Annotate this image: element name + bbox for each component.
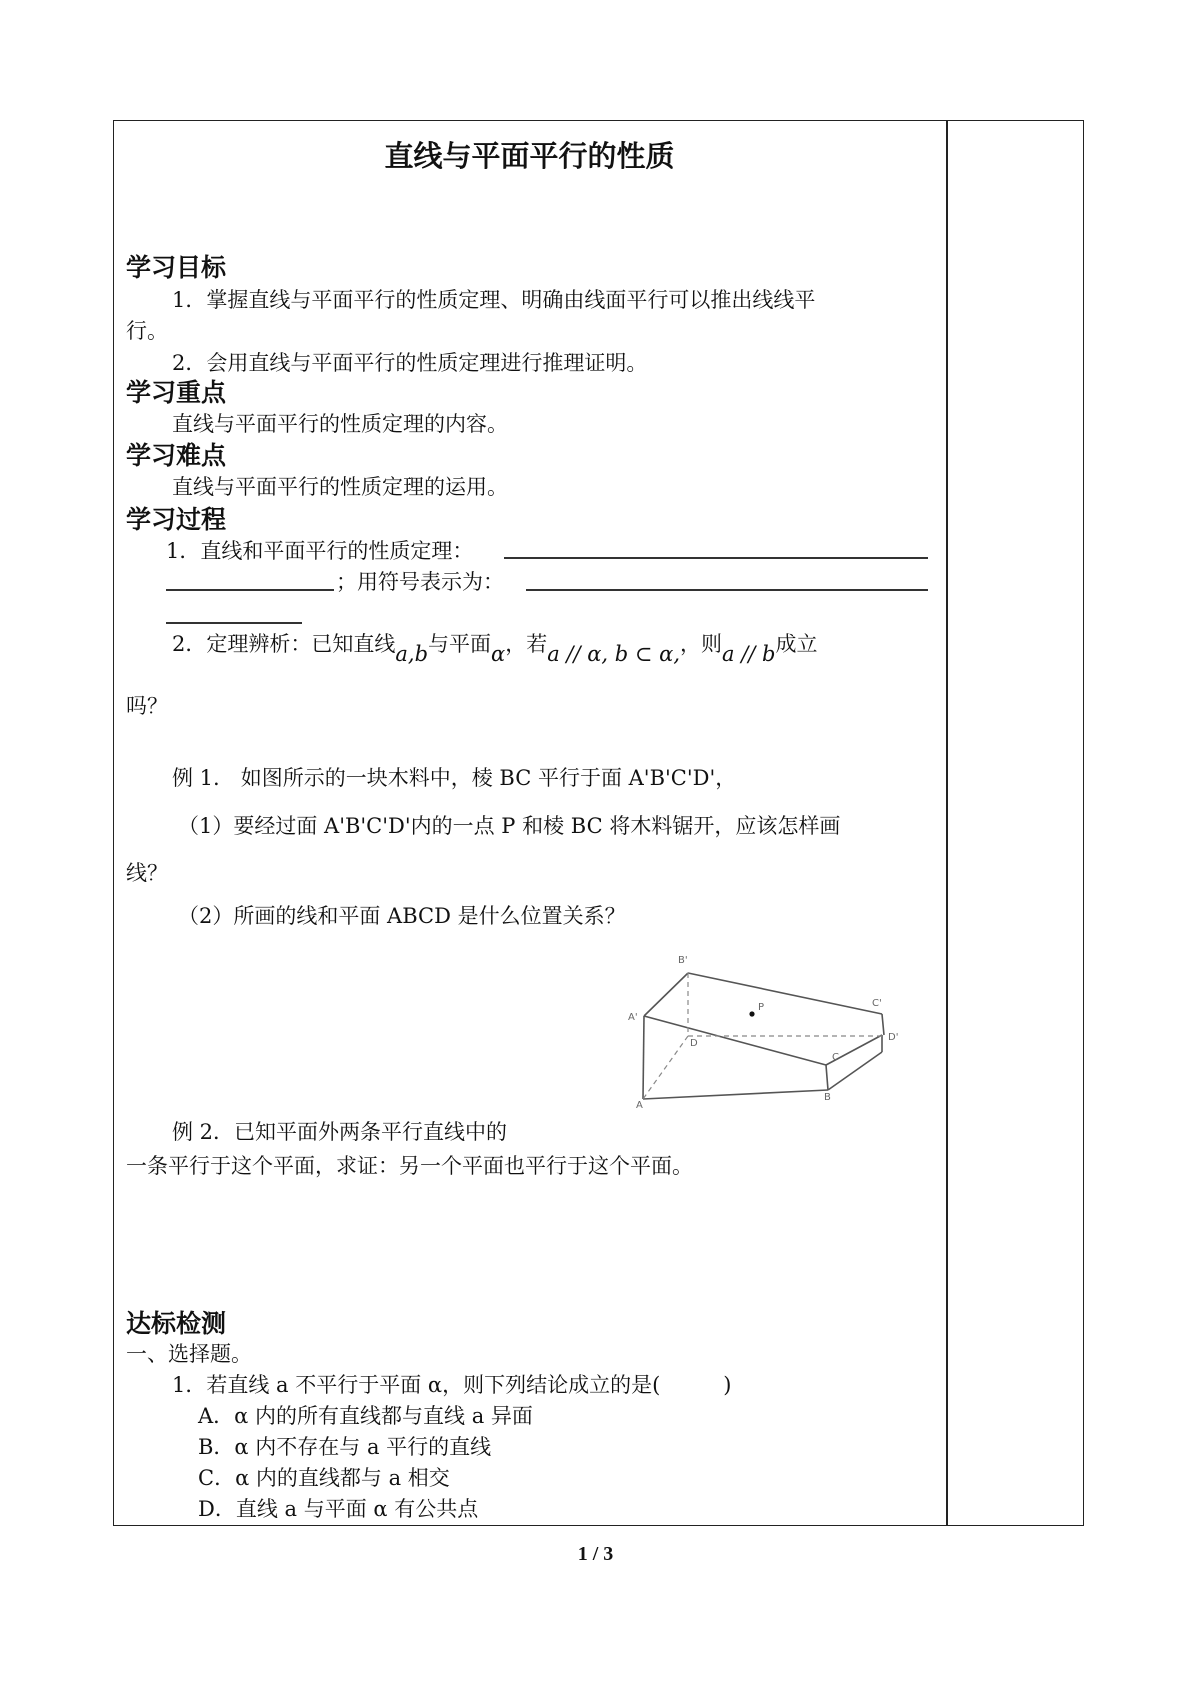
notes-column-divider: [946, 120, 948, 1526]
edge-a1-b1: [644, 973, 688, 1016]
option-d[interactable]: D．直线 a 与平面 α 有公共点: [198, 1497, 479, 1521]
edge-b1-c1: [688, 973, 882, 1014]
edge-a1-a: [643, 1016, 644, 1099]
wood-block-figure: [620, 948, 900, 1108]
q2-end: 成立: [775, 632, 818, 656]
option-a[interactable]: A．α 内的所有直线都与直线 a 异面: [198, 1404, 533, 1428]
answer-blank-3[interactable]: [526, 589, 928, 591]
test-heading: 达标检测: [126, 1309, 227, 1338]
answer-blank-1[interactable]: [504, 557, 928, 559]
example1-q1-line-2: 线？: [126, 861, 168, 885]
goals-heading: 学习目标: [126, 253, 227, 282]
label-d1: D': [888, 1032, 899, 1043]
goal-1-line-2: 行。: [126, 319, 168, 343]
q2-mid: 与平面: [428, 632, 492, 656]
example1-q1-line-1: （1）要经过面 A'B'C'D'内的一点 P 和棱 BC 将木料锯开，应该怎样画: [178, 814, 841, 838]
label-p: P: [758, 1002, 765, 1013]
difficulty-text: 直线与平面平行的性质定理的运用。: [172, 475, 508, 499]
answer-blank-4[interactable]: [166, 622, 302, 624]
key-point-text: 直线与平面平行的性质定理的内容。: [172, 412, 508, 436]
example2-line-1: 例 2．已知平面外两条平行直线中的: [172, 1120, 508, 1144]
label-d: D: [690, 1038, 698, 1049]
answer-blank-2[interactable]: [166, 589, 334, 591]
label-b: B: [824, 1092, 831, 1103]
goal-2: 2．会用直线与平面平行的性质定理进行推理证明。: [172, 351, 648, 375]
process-q2-line: [172, 628, 818, 666]
edge-a-b: [643, 1090, 828, 1099]
label-c: C: [832, 1052, 839, 1063]
difficulty-heading: 学习难点: [126, 441, 227, 470]
page-number: 1 / 3: [577, 1543, 614, 1565]
q2-then: ，则: [680, 632, 723, 656]
edge-d1-b: [826, 1065, 828, 1090]
example1-intro: 例 1. 如图所示的一块木料中，棱 BC 平行于面 A'B'C'D'，: [172, 766, 737, 790]
process-q2-cont: 吗？: [126, 694, 168, 718]
label-b1: B': [678, 955, 688, 966]
process-heading: 学习过程: [126, 505, 227, 534]
label-a: A: [636, 1100, 643, 1108]
goal-1-line-1: 1．掌握直线与平面平行的性质定理、明确由线面平行可以推出线线平: [172, 288, 816, 312]
process-q1-symbol: ；用符号表示为：: [336, 570, 504, 594]
label-c1: C': [872, 998, 882, 1009]
edge-c1-d1: [882, 1014, 884, 1035]
option-c[interactable]: C．α 内的直线都与 a 相交: [198, 1466, 450, 1490]
example1-q2: （2）所画的线和平面 ABCD 是什么位置关系？: [178, 904, 626, 928]
q2-conclusion: a // b: [722, 642, 776, 666]
point-p: [749, 1011, 754, 1016]
test-q1: 1．若直线 a 不平行于平面 α，则下列结论成立的是( ): [172, 1373, 732, 1397]
test-section: 一、选择题。: [126, 1342, 252, 1366]
q2-alpha: α: [491, 642, 506, 666]
q2-ab: a,b: [395, 642, 429, 666]
q2-if: ，若: [505, 632, 548, 656]
label-a1: A': [628, 1012, 638, 1023]
example2-line-2: 一条平行于这个平面，求证：另一个平面也平行于这个平面。: [126, 1154, 693, 1178]
q2-prefix: 2．定理辨析：已知直线: [172, 632, 396, 656]
option-b[interactable]: B．α 内不存在与 a 平行的直线: [198, 1435, 492, 1459]
process-q1: 1．直线和平面平行的性质定理：: [166, 539, 474, 563]
q2-condition: a // α, b ⊂ α,: [547, 642, 681, 666]
page-title: 直线与平面平行的性质: [384, 139, 675, 173]
hidden-edge-d-a: [643, 1036, 688, 1099]
edge-a1-d1: [644, 1016, 826, 1065]
key-point-heading: 学习重点: [126, 378, 227, 407]
